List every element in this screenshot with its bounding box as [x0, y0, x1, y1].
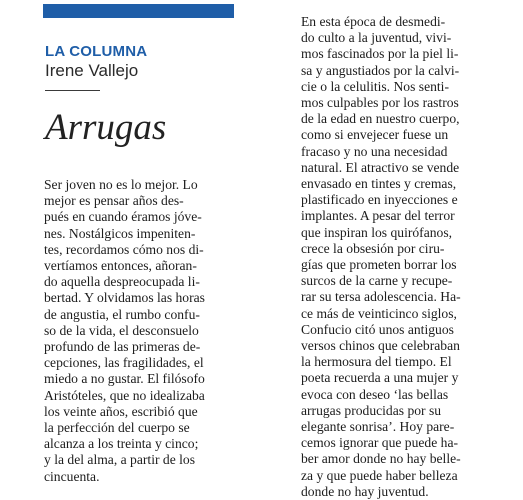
article-line: la perfección del cuerpo se — [44, 420, 190, 436]
author-name: Irene Vallejo — [45, 61, 139, 80]
article-line: gías que prometen borrar los — [301, 257, 457, 273]
article-line: ber amor donde no hay belle- — [301, 451, 461, 467]
accent-bar — [43, 4, 234, 18]
article-line: so de la vida, el desconsuelo — [44, 322, 199, 338]
article-line: y la del alma, a partir de los — [44, 452, 195, 468]
section-label: LA COLUMNA — [45, 43, 148, 60]
article-line: rar su tersa adolescencia. Ha- — [301, 289, 461, 305]
article-line: plastificado en inyecciones e — [301, 192, 458, 208]
article-line: evoca con deseo ‘las bellas — [301, 386, 449, 402]
article-line: de la edad en nuestro cuerpo, — [301, 111, 460, 127]
article-line: cie o la celulitis. Nos senti- — [301, 78, 449, 94]
article-line: de angustia, el rumbo confu- — [44, 306, 200, 322]
article-line: la hermosura del tiempo. El — [301, 354, 452, 370]
article-line: vertíamos entonces, añoran- — [44, 258, 197, 274]
article-line: ce más de veinticinco siglos, — [301, 305, 457, 321]
article-line: za y que puede haber belleza — [301, 467, 458, 483]
article-line: implantes. A pesar del terror — [301, 208, 455, 224]
article-line: arrugas producidas por su — [301, 402, 442, 418]
article-column-left — [44, 177, 244, 485]
article-line: cemos ignorar que puede ha- — [301, 435, 459, 451]
article-line: Aristóteles, que no idealizaba — [44, 387, 205, 403]
article-line: que inspiran los quirófanos, — [301, 224, 453, 240]
article-line: alcanza a los treinta y cinco; — [44, 436, 199, 452]
article-line: donde no hay juventud. — [301, 483, 429, 499]
article-line: do aquella despreocupada li- — [44, 274, 200, 290]
article-line: surcos de la carne y recupe- — [301, 273, 453, 289]
article-line: fracaso y no una necesidad — [301, 143, 448, 159]
article-column-right — [301, 14, 501, 500]
article-line: Ser joven no es lo mejor. Lo — [44, 177, 198, 192]
article-line: poeta recuerda a una mujer y — [301, 370, 459, 386]
article-line: como si envejecer fuese un — [301, 127, 449, 143]
article-line: envasado en tintes y cremas, — [301, 176, 457, 192]
article-line: Confucio citó unos antiguos — [301, 321, 454, 337]
article-line: crece la obsesión por ciru- — [301, 240, 445, 256]
article-line: pués en cuando éramos jóve- — [44, 209, 202, 225]
article-line: versos chinos que celebraban — [301, 338, 460, 354]
title-divider — [45, 90, 100, 91]
article-line: sa y angustiados por la calvi- — [301, 62, 460, 78]
article-line: mos fascinados por la piel li- — [301, 46, 459, 62]
article-line: do culto a la juventud, vivi- — [301, 30, 452, 46]
article-line: En esta época de desmedi- — [301, 14, 446, 29]
article-title: Arrugas — [45, 107, 167, 148]
article-line: cincuenta. — [44, 468, 100, 484]
article-line: mos culpables por los rastros — [301, 95, 459, 111]
article-line: bertad. Y olvidamos las horas — [44, 290, 205, 306]
article-line: natural. El atractivo se vende — [301, 159, 460, 175]
article-line: los veinte años, escribió que — [44, 403, 198, 419]
article-line: tes, recordamos cómo nos di- — [44, 241, 204, 257]
article-line: miedo a no gustar. El filósofo — [44, 371, 205, 387]
article-line: cepciones, las fragilidades, el — [44, 355, 204, 371]
article-line: mejor es pensar años des- — [44, 193, 184, 209]
article-line: profundo de las primeras de- — [44, 339, 201, 355]
article-line: elegante sonrisa’. Hoy pare- — [301, 419, 455, 435]
article-line: nes. Nostálgicos impeniten- — [44, 225, 196, 241]
